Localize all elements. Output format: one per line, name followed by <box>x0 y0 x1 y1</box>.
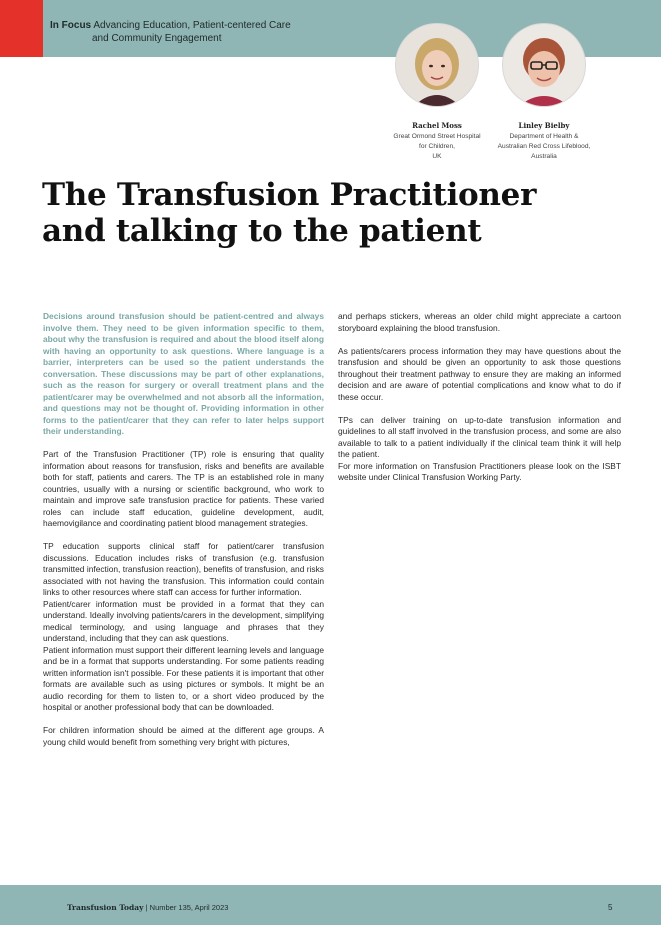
body-paragraph: For children information should be aimed at the different age groups. A young child would benefit from something very bright with pictures, <box>43 725 324 747</box>
journal-name: Transfusion Today <box>67 903 144 912</box>
author-affiliation: Department of Health & Australian Red Cross Lifeblood, Australia <box>497 133 591 160</box>
section-label: In Focus <box>50 20 92 31</box>
body-paragraph: Patient information must support their different learning levels and language and be in a format that supports understanding. For some patients reading written information isn't possible. For these patients it is important that other formats are available such as using pictures or symbols. It might be an audio recording for them to listen to, or a short video produced by the hospital or another professional body that can be downloaded. <box>43 644 324 712</box>
body-column-right <box>338 311 621 484</box>
page-number: 5 <box>608 903 613 912</box>
body-paragraph: Part of the Transfusion Practitioner (TP) role is ensuring that quality information about reasons for transfusion, risks and benefits are available both for staff, patients and carers. The TP is an established role in many countries, usually with a nursing or scientific background, who work to maintain and improve safe transfusion practice for patients. These varied roles can include staff education, guideline development, audit, haemovigilance and coordinating patient blood management strategies. <box>43 449 324 528</box>
body-paragraph: and perhaps stickers, whereas an older child might appreciate a cartoon storyboard explaining the blood transfusion. <box>338 311 621 333</box>
section-subtitle-line2: and Community Engagement <box>92 33 222 44</box>
author-name: Linley Bielby <box>518 121 570 130</box>
article-title-line1: The Transfusion Practitioner <box>42 177 537 213</box>
body-paragraph: As patients/carers process information they may have questions about the transfusion and should be given an opportunity to ask those questions throughout their treatment pathway to ensure they are making an informed decision and are aware of potential complications and know what to do if these occur. <box>338 345 621 402</box>
author-name: Rachel Moss <box>412 121 462 130</box>
body-paragraph: TPs can deliver training on up-to-date transfusion information and guidelines to all staff involved in the transfusion process, and some are also available to talk to a patient individually if the clinical team think it will help the patient. <box>338 414 621 459</box>
author-card-2 <box>479 24 609 162</box>
issue-info: | Number 135, April 2023 <box>143 903 229 912</box>
body-paragraph: TP education supports clinical staff for patient/carer transfusion discussions. Education includes risks of transfusion (e.g. transfusion transmitted infection, transfusion reaction), benefits of transfusion, and risks associated with not having the transfusion. This information could contain links to other resources where staff can access for further information. <box>43 541 324 597</box>
body-column-left <box>43 311 324 748</box>
author-photo <box>396 24 478 106</box>
article-title-line2: and talking to the patient <box>42 213 482 249</box>
section-header <box>50 19 291 45</box>
lead-paragraph: Decisions around transfusion should be patient-centred and always involve them. They need to be given information specific to them, about why the transfusion is required and about the blood itself along with having an opportunity to ask questions. Where language is a barrier, interpreters can be used so the patient understands the conversation. These discussions may be part of other explanations, such as the reason for surgery or overall treatment plans and the patient/carer may be overwhelmed and not absorb all the information, and questions may not be thought of. Providing information in other forms to the patient/carer that they can refer to later helps support their understanding. <box>43 311 324 436</box>
section-subtitle-line1: Advancing Education, Patient-centered Care <box>93 20 291 31</box>
body-paragraph: Patient/carer information must be provided in a format that they can understand. Ideally involving patients/carers in the development, simplifying medical terminology, and using language and phrases that they understand, including that they can ask questions. <box>43 598 324 643</box>
author-affiliation: Great Ormond Street Hospital for Children, UK <box>393 133 481 160</box>
footer-citation <box>67 903 228 912</box>
section-color-block <box>0 0 43 57</box>
author-photo <box>503 24 585 106</box>
body-paragraph: For more information on Transfusion Practitioners please look on the ISBT website under Clinical Transfusion Working Party. <box>338 460 621 482</box>
article-title <box>42 177 602 249</box>
